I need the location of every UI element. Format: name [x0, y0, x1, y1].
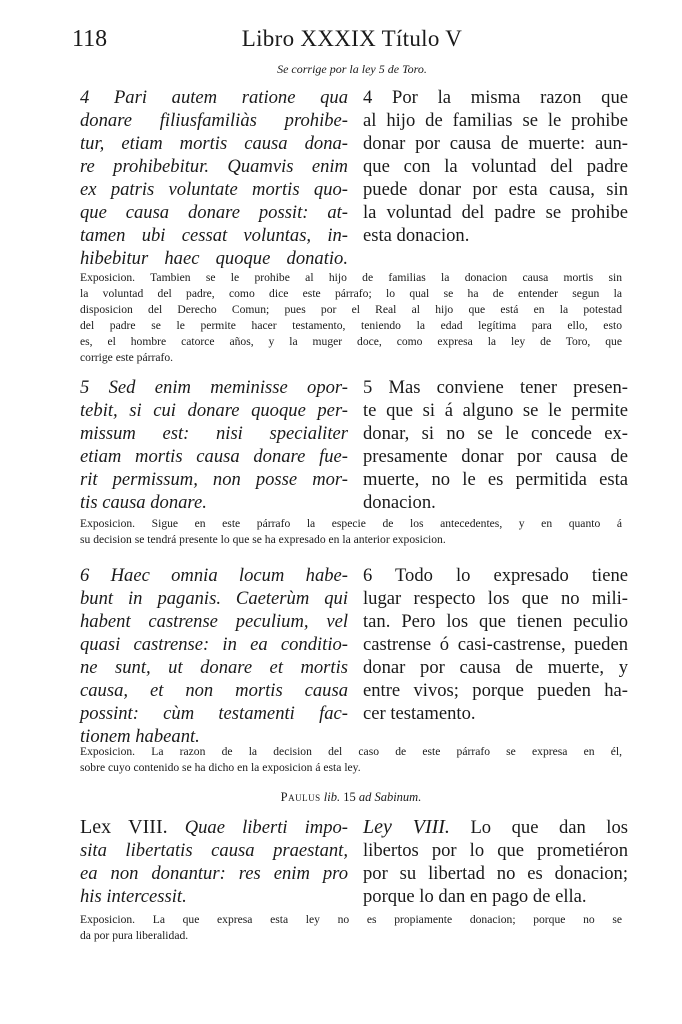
text-line: 5 Mas conviene tener presen- [363, 377, 628, 398]
exposition-line: disposicion del Derecho Comun; pues por el Real al hijo que está en la potestad [80, 303, 622, 316]
running-title: Libro XXXIX Título V [241, 26, 463, 51]
text-line: hibebitur haec quoque donatio. [80, 248, 348, 269]
exposition-line: es, el hombre catorce años, y la muger doce, como expresa la ley de Toro, que [80, 335, 622, 348]
page-number: 118 [72, 26, 108, 52]
exposition-line: la voluntad del padre, como dice este párrafo; lo qual se ha de entender segun la [80, 287, 622, 300]
text-line [80, 816, 348, 839]
text-line: al hijo de familias se le prohibe [363, 110, 628, 131]
text-line [363, 816, 628, 839]
text-line: cer testamento. [363, 703, 476, 724]
text-line: donare filiusfamiliàs prohibe- [80, 110, 348, 131]
text-line: tebit, si cui donare quoque per- [80, 400, 348, 421]
text-line: ea non donantur: res enim pro [80, 863, 348, 884]
text-line: te que si á alguno se le permite [363, 400, 628, 421]
spanish-text-4 [363, 86, 628, 247]
text-line: tur, etiam mortis causa dona- [80, 133, 348, 154]
text-line: castrense ó casi-castrense, pueden [363, 634, 628, 655]
text-line: etiam mortis causa donare fue- [80, 446, 348, 467]
text-line: donar, si no se le concede ex- [363, 423, 628, 444]
text-line: 4 Pari autem ratione qua [80, 87, 348, 108]
text-line: causa, et non mortis causa [80, 680, 348, 701]
text-line: donar por causa de muerte, y [363, 657, 628, 678]
text-line: his intercessit. [80, 886, 187, 907]
text-line: lugar respecto los que no mili- [363, 588, 628, 609]
text-line: la voluntad del padre se prohibe [363, 202, 628, 223]
latin-text-6 [80, 564, 348, 748]
latin-text-5 [80, 376, 348, 514]
spanish-text-6 [363, 564, 628, 725]
text-line: muerte, no le es permitida esta [363, 469, 628, 490]
text-line: tionem habeant. [80, 726, 200, 747]
text-line: sita libertatis causa praestant, [80, 840, 348, 861]
source-attribution [80, 790, 622, 805]
text-line: quasi castrense: in ea conditio- [80, 634, 348, 655]
text-line: possint: cùm testamenti fac- [80, 703, 348, 724]
text-line: que con la voluntad del padre [363, 156, 628, 177]
exposition-line: Exposicion. La razon de la decision del caso de este párrafo se expresa en él, [80, 745, 622, 758]
text-line: esta donacion. [363, 225, 470, 246]
text-line: puede donar por esta causa, sin [363, 179, 628, 200]
source-number: 15 [343, 790, 356, 804]
ley-8-label: Ley VIII. [363, 816, 450, 838]
text-line: donar por causa de muerte: aun- [363, 133, 628, 154]
text-line: entre vivos; porque pueden ha- [363, 680, 628, 701]
text-line: porque lo dan en pago de ella. [363, 886, 587, 907]
exposition-line: Exposicion. La que expresa esta ley no es propiamente donacion; porque no se [80, 913, 622, 926]
text-line: missum est: nisi specialiter [80, 423, 348, 444]
text-line: 6 Todo lo expresado tiene [363, 565, 628, 586]
text-line: tan. Pero los que tienen peculio [363, 611, 628, 632]
latin-text-lex-8 [80, 816, 348, 908]
spanish-text-lex-8 [363, 816, 628, 908]
exposition-line: Exposicion. Tambien se le prohibe al hijo de familias la donacion causa mortis sin [80, 271, 622, 284]
exposition-line: da por pura liberalidad. [80, 929, 189, 942]
text-line: por su libertad no es donacion; [363, 863, 628, 884]
exposition-line: corrige este párrafo. [80, 351, 174, 364]
exposition-6 [80, 744, 622, 776]
text-line: ex patris voluntate mortis quo- [80, 179, 348, 200]
exposition-line: Exposicion. Sigue en este párrafo la especie de los antecedentes, y en quanto á [80, 517, 622, 530]
text-line: ne sunt, ut donare et mortis [80, 657, 348, 678]
page-header [72, 26, 632, 58]
text-line: re prohibebitur. Quamvis enim [80, 156, 348, 177]
lex-8-label: Lex VIII. [80, 816, 168, 838]
text-line: 6 Haec omnia locum habe- [80, 565, 348, 586]
source-lib: lib. [323, 790, 341, 804]
text-line: donacion. [363, 492, 436, 513]
exposition-4 [80, 270, 622, 366]
text-line: rit permissum, non posse mor- [80, 469, 348, 490]
text-line: presamente donar por causa de [363, 446, 628, 467]
text-fragment: Quae liberti impo- [184, 817, 348, 838]
source-work: ad Sabinum. [358, 790, 422, 804]
text-line: habent castrense peculium, vel [80, 611, 348, 632]
text-line: bunt in paganis. Caeterùm qui [80, 588, 348, 609]
exposition-line: su decision se tendrá presente lo que se ha expresado en la anterior exposicion. [80, 533, 446, 546]
text-line: tamen ubi cessat voluntas, in- [80, 225, 348, 246]
text-fragment: Lo que dan los [470, 817, 629, 838]
latin-text-4 [80, 86, 348, 270]
exposition-5 [80, 516, 622, 548]
text-line: tis causa donare. [80, 492, 207, 513]
exposition-lex-8 [80, 912, 622, 944]
text-line: 4 Por la misma razon que [363, 87, 628, 108]
text-line: que causa donare possit: at- [80, 202, 348, 223]
text-line: libertos por lo que prometiéron [363, 840, 628, 861]
spanish-text-5 [363, 376, 628, 514]
source-author: Paulus [280, 790, 321, 804]
exposition-line: sobre cuyo contenido se ha dicho en la exposicion á esta ley. [80, 761, 361, 774]
exposition-line: del padre se le permite hacer testamento, teniendo la edad legítima para ello, esto [80, 319, 622, 332]
text-line: 5 Sed enim meminisse opor- [80, 377, 348, 398]
subheading: Se corrige por la ley 5 de Toro. [277, 62, 427, 76]
